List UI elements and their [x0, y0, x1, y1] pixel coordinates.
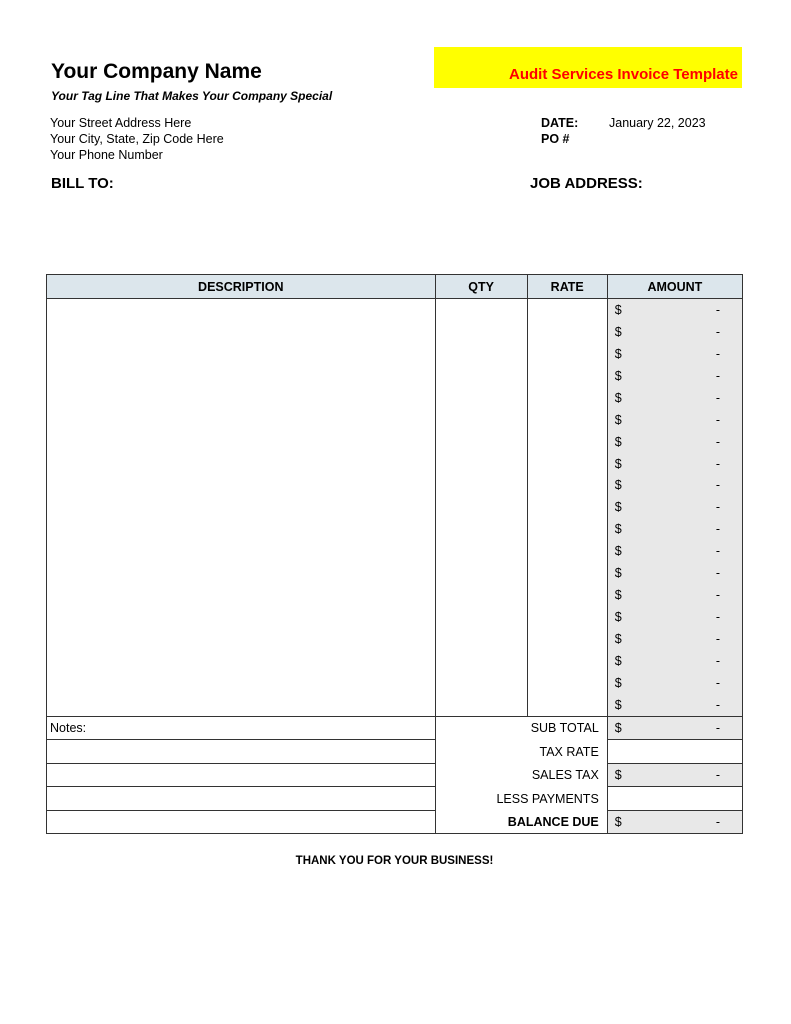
column-header-amount: AMOUNT — [607, 275, 742, 299]
amount-value: - — [715, 368, 720, 383]
description-cell[interactable] — [47, 650, 436, 672]
thank-you-text: THANK YOU FOR YOUR BUSINESS! — [295, 855, 494, 867]
rate-cell[interactable] — [527, 409, 607, 431]
phone-number: Your Phone Number — [50, 148, 163, 162]
currency-symbol: $ — [614, 302, 622, 317]
amount-cell — [607, 387, 742, 409]
currency-symbol: $ — [614, 434, 622, 449]
currency-symbol: $ — [614, 815, 622, 830]
qty-cell[interactable] — [435, 606, 527, 628]
amount-cell — [607, 321, 742, 343]
qty-cell[interactable] — [435, 518, 527, 540]
table-header-row — [47, 275, 743, 299]
table-row — [47, 672, 743, 694]
rate-cell[interactable] — [527, 672, 607, 694]
description-cell[interactable] — [47, 299, 436, 321]
amount-cell — [607, 628, 742, 650]
currency-symbol: $ — [614, 632, 622, 647]
description-cell[interactable] — [47, 431, 436, 453]
amount-value: - — [715, 500, 720, 515]
description-cell[interactable] — [47, 387, 436, 409]
sales-tax-label: SALES TAX — [435, 763, 607, 787]
currency-symbol: $ — [614, 768, 622, 783]
description-cell[interactable] — [47, 606, 436, 628]
company-tagline: Your Tag Line That Makes Your Company Special — [51, 89, 333, 103]
description-cell[interactable] — [47, 343, 436, 365]
table-row — [47, 628, 743, 650]
balance-due-label: BALANCE DUE — [435, 810, 607, 834]
qty-cell[interactable] — [435, 299, 527, 321]
qty-cell[interactable] — [435, 475, 527, 497]
notes-line[interactable] — [47, 810, 436, 834]
tax-rate-label: TAX RATE — [435, 740, 607, 764]
amount-value: - — [715, 346, 720, 361]
balance-due-amount: - — [715, 815, 720, 830]
description-cell[interactable] — [47, 562, 436, 584]
amount-value: - — [715, 610, 720, 625]
rate-cell[interactable] — [527, 475, 607, 497]
description-cell[interactable] — [47, 518, 436, 540]
description-cell[interactable] — [47, 409, 436, 431]
currency-symbol: $ — [614, 478, 622, 493]
thank-you-message — [0, 855, 791, 867]
qty-cell[interactable] — [435, 387, 527, 409]
table-row — [47, 496, 743, 518]
amount-value: - — [715, 675, 720, 690]
rate-cell[interactable] — [527, 650, 607, 672]
qty-cell[interactable] — [435, 431, 527, 453]
invoice-table — [46, 274, 743, 834]
balance-due-value — [607, 810, 742, 834]
description-cell[interactable] — [47, 694, 436, 716]
currency-symbol: $ — [614, 324, 622, 339]
table-row — [47, 518, 743, 540]
currency-symbol: $ — [614, 675, 622, 690]
qty-cell[interactable] — [435, 694, 527, 716]
date-value[interactable]: January 22, 2023 — [609, 116, 706, 130]
description-cell[interactable] — [47, 672, 436, 694]
less-payments-value[interactable] — [607, 787, 742, 811]
amount-value: - — [715, 566, 720, 581]
notes-line[interactable] — [47, 763, 436, 787]
qty-cell[interactable] — [435, 562, 527, 584]
table-row — [47, 453, 743, 475]
table-row — [47, 562, 743, 584]
table-row — [47, 321, 743, 343]
currency-symbol: $ — [614, 456, 622, 471]
qty-cell[interactable] — [435, 409, 527, 431]
notes-line[interactable] — [47, 740, 436, 764]
rate-cell[interactable] — [527, 628, 607, 650]
currency-symbol: $ — [614, 653, 622, 668]
summary-row-tax-rate — [47, 740, 743, 764]
currency-symbol: $ — [614, 544, 622, 559]
currency-symbol: $ — [614, 697, 622, 712]
amount-cell — [607, 650, 742, 672]
amount-cell — [607, 584, 742, 606]
amount-cell — [607, 694, 742, 716]
amount-value: - — [715, 478, 720, 493]
amount-cell — [607, 540, 742, 562]
qty-cell[interactable] — [435, 628, 527, 650]
qty-cell[interactable] — [435, 453, 527, 475]
rate-cell[interactable] — [527, 540, 607, 562]
street-address: Your Street Address Here — [50, 116, 192, 130]
date-label: DATE: — [541, 116, 579, 130]
currency-symbol: $ — [614, 721, 622, 736]
table-row — [47, 694, 743, 716]
table-row — [47, 365, 743, 387]
amount-cell — [607, 365, 742, 387]
qty-cell[interactable] — [435, 672, 527, 694]
sub-total-value — [607, 716, 742, 740]
rate-cell[interactable] — [527, 518, 607, 540]
table-row — [47, 606, 743, 628]
rate-cell[interactable] — [527, 562, 607, 584]
table-row — [47, 475, 743, 497]
rate-cell[interactable] — [527, 584, 607, 606]
rate-cell[interactable] — [527, 453, 607, 475]
table-row — [47, 409, 743, 431]
amount-value: - — [715, 412, 720, 427]
qty-cell[interactable] — [435, 650, 527, 672]
bill-to-heading: BILL TO: — [51, 175, 114, 192]
currency-symbol: $ — [614, 368, 622, 383]
summary-row-sales-tax — [47, 763, 743, 787]
sales-tax-value — [607, 763, 742, 787]
rate-cell[interactable] — [527, 387, 607, 409]
amount-cell — [607, 562, 742, 584]
description-cell[interactable] — [47, 321, 436, 343]
column-header-rate: RATE — [527, 275, 607, 299]
table-row — [47, 584, 743, 606]
po-label: PO # — [541, 132, 570, 146]
description-cell[interactable] — [47, 365, 436, 387]
city-state-zip: Your City, State, Zip Code Here — [50, 132, 224, 146]
qty-cell[interactable] — [435, 365, 527, 387]
amount-value: - — [715, 302, 720, 317]
table-row — [47, 431, 743, 453]
table-row — [47, 343, 743, 365]
amount-cell — [607, 475, 742, 497]
rate-cell[interactable] — [527, 343, 607, 365]
amount-cell — [607, 672, 742, 694]
table-row — [47, 540, 743, 562]
job-address-heading: JOB ADDRESS: — [530, 175, 643, 192]
rate-cell[interactable] — [527, 365, 607, 387]
qty-cell[interactable] — [435, 321, 527, 343]
currency-symbol: $ — [614, 588, 622, 603]
qty-cell[interactable] — [435, 496, 527, 518]
amount-cell — [607, 518, 742, 540]
amount-value: - — [715, 522, 720, 537]
summary-row-less-payments — [47, 787, 743, 811]
rate-cell[interactable] — [527, 299, 607, 321]
rate-cell[interactable] — [527, 606, 607, 628]
amount-cell — [607, 453, 742, 475]
rate-cell[interactable] — [527, 321, 607, 343]
notes-label[interactable]: Notes: — [47, 716, 436, 740]
currency-symbol: $ — [614, 610, 622, 625]
currency-symbol: $ — [614, 566, 622, 581]
amount-value: - — [715, 324, 720, 339]
amount-value: - — [715, 588, 720, 603]
amount-cell — [607, 431, 742, 453]
amount-cell — [607, 606, 742, 628]
description-cell[interactable] — [47, 628, 436, 650]
currency-symbol: $ — [614, 390, 622, 405]
less-payments-label: LESS PAYMENTS — [435, 787, 607, 811]
amount-cell — [607, 409, 742, 431]
qty-cell[interactable] — [435, 343, 527, 365]
column-header-description: DESCRIPTION — [47, 275, 436, 299]
amount-value: - — [715, 434, 720, 449]
invoice-title: Audit Services Invoice Template — [509, 66, 738, 83]
description-cell[interactable] — [47, 496, 436, 518]
amount-value: - — [715, 653, 720, 668]
notes-line[interactable] — [47, 787, 436, 811]
amount-value: - — [715, 544, 720, 559]
description-cell[interactable] — [47, 475, 436, 497]
amount-value: - — [715, 390, 720, 405]
summary-row-balance-due — [47, 810, 743, 834]
amount-value: - — [715, 632, 720, 647]
description-cell[interactable] — [47, 540, 436, 562]
table-row — [47, 387, 743, 409]
amount-cell — [607, 299, 742, 321]
qty-cell[interactable] — [435, 540, 527, 562]
rate-cell[interactable] — [527, 694, 607, 716]
rate-cell[interactable] — [527, 496, 607, 518]
table-row — [47, 299, 743, 321]
currency-symbol: $ — [614, 412, 622, 427]
amount-cell — [607, 496, 742, 518]
amount-value: - — [715, 456, 720, 471]
amount-cell — [607, 343, 742, 365]
currency-symbol: $ — [614, 522, 622, 537]
currency-symbol: $ — [614, 346, 622, 361]
invoice-title-banner — [434, 47, 742, 88]
sub-total-amount: - — [715, 721, 720, 736]
table-row — [47, 650, 743, 672]
currency-symbol: $ — [614, 500, 622, 515]
description-cell[interactable] — [47, 453, 436, 475]
amount-value: - — [715, 697, 720, 712]
summary-row-sub-total — [47, 716, 743, 740]
column-header-qty: QTY — [435, 275, 527, 299]
rate-cell[interactable] — [527, 431, 607, 453]
company-name: Your Company Name — [51, 60, 262, 83]
tax-rate-value[interactable] — [607, 740, 742, 764]
qty-cell[interactable] — [435, 584, 527, 606]
sales-tax-amount: - — [715, 768, 720, 783]
description-cell[interactable] — [47, 584, 436, 606]
sub-total-label: SUB TOTAL — [435, 716, 607, 740]
